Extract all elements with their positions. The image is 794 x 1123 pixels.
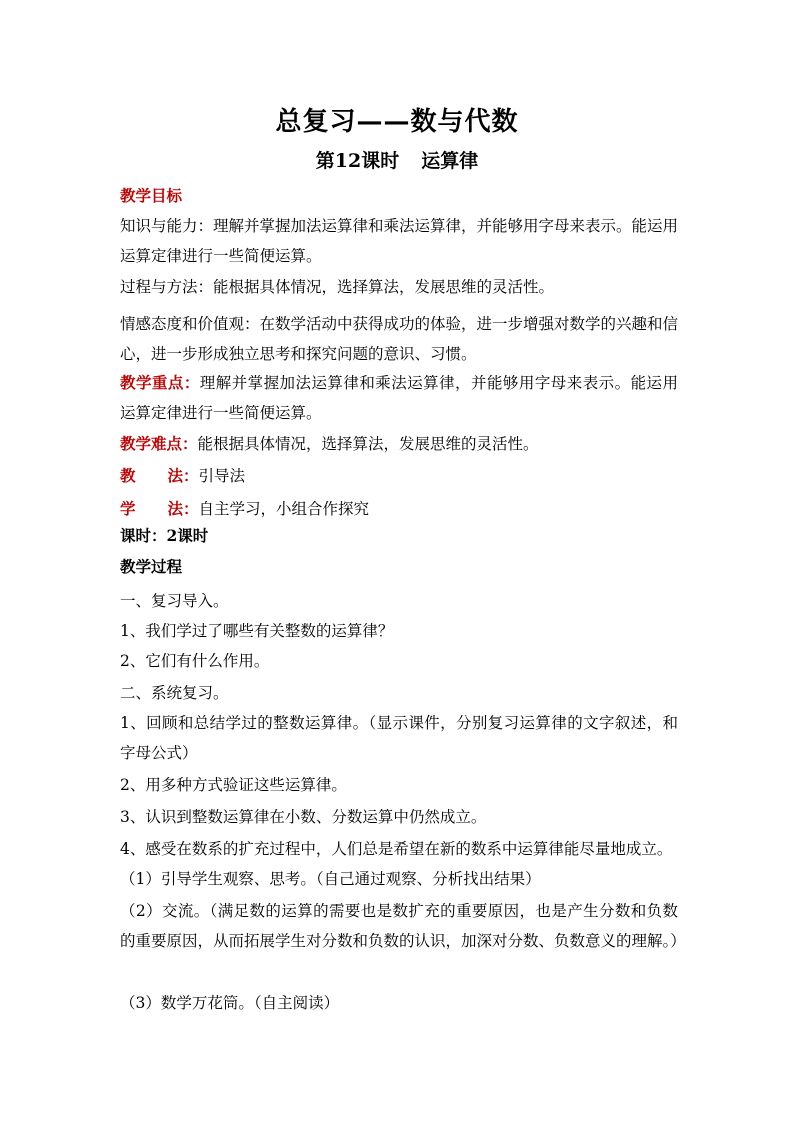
key-point-label: 教学重点： [120,373,200,392]
teaching-method-text: 引导法 [198,467,246,485]
process-item: 2、用多种方式验证这些运算律。 [120,776,347,794]
process-heading: 教学过程 [120,557,183,576]
objective-emotion: 情感态度和价值观：在数学活动中获得成功的体验，进一步增强对数学的兴趣和信心，进一步形成独立思考和探究问题的意识、习惯。 [120,315,679,363]
process-item: 4、感受在数系的扩充过程中，人们总是希望在新的数系中运算律能尽量地成立。 [120,840,673,858]
lesson-number: 第12课时 [315,150,400,172]
difficulty [120,429,680,459]
objectives-heading: 教学目标 [120,186,183,205]
key-point-text: 理解并掌握加法运算律和乘法运算律，并能够用字母来表示。能运用运算定律进行一些简便运算。 [120,374,678,422]
process-item: 二、系统复习。 [120,684,229,702]
learning-method-label-b: 法： [167,499,199,518]
learning-method-label-a: 学 [120,499,136,518]
key-point [120,368,678,428]
process-item: 一、复习导入。 [120,592,229,610]
process-item: 1、回顾和总结学过的整数运算律。（显示课件，分别复习运算律的文字叙述，和字母公式） [120,714,678,762]
page-title: 总复习——数与代数 [275,107,519,137]
teaching-method-label-a: 教 [120,466,136,485]
lesson-subtitle [0,146,794,173]
learning-method-text: 自主学习，小组合作探究 [198,500,370,518]
learning-method [120,494,680,524]
objective-process: 过程与方法：能根据具体情况，选择算法，发展思维的灵活性。 [120,278,555,296]
objective-knowledge: 知识与能力：理解并掌握加法运算律和乘法运算律，并能够用字母来表示。能运用运算定律进行一些简便运算。 [120,217,679,265]
process-item: 2、它们有什么作用。 [120,652,270,670]
lesson-name: 运算律 [421,150,479,172]
difficulty-text: 能根据具体情况，选择算法，发展思维的灵活性。 [197,435,539,453]
teaching-method-label-b: 法： [167,466,199,485]
teaching-method [120,461,680,491]
lesson-hours: 课时：2课时 [120,526,209,545]
process-item: （3）数学万花筒。（自主阅读） [120,994,340,1012]
difficulty-label: 教学难点： [120,434,198,453]
process-item: （1）引导学生观察、思考。（自己通过观察、分析找出结果） [120,870,541,888]
process-item: （2）交流。（满足数的运算的需要也是数扩充的重要原因，也是产生分数和负数的重要原因，从而拓展学生对分数和负数的认识，加深对分数、负数意义的理解。） [120,902,686,950]
process-item: 3、认识到整数运算律在小数、分数运算中仍然成立。 [120,808,487,826]
process-item: 1、我们学过了哪些有关整数的运算律？ [120,622,394,640]
